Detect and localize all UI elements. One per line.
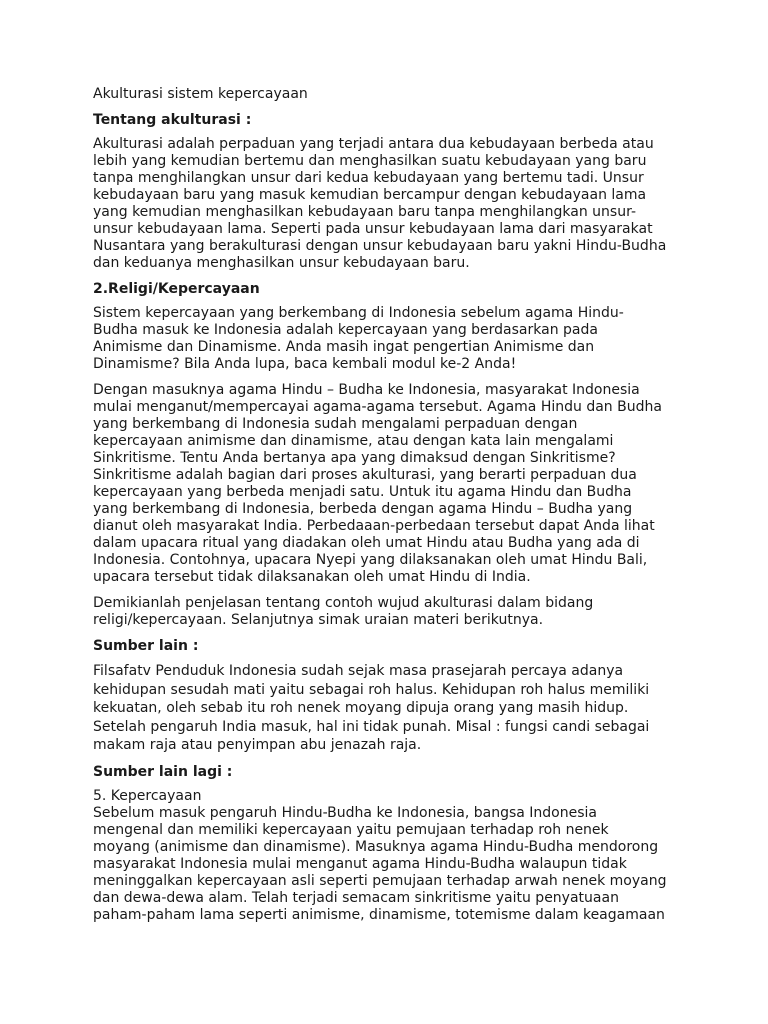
heading-tentang-akulturasi: Tentang akulturasi : — [93, 112, 252, 128]
document-title: Akulturasi sistem kepercayaan — [93, 86, 308, 102]
paragraph-akulturasi: Akulturasi adalah perpaduan yang terjadi antara dua kebudayaan berbeda atau lebih yang kemudian bertemu dan menghasilkan suatu kebudayaan yang baru tanpa menghilangkan unsur dari kedua kebudayaan yang bertemu tadi. Unsur kebudayaan baru yang masuk kemudian bercampur dengan kebudayaan lama yang kemudian menghasilkan kebudayaan baru tanpa menghilangkan unsur- unsur kebudayaan lama. Seperti pada unsur kebudayaan lama dari masyarakat Nusantara yang berakulturasi dengan unsur kebudayaan baru yakni Hindu-Budha dan keduanya menghasilkan unsur kebudayaan baru. — [93, 136, 667, 271]
paragraph-masuknya-hindu-budha: Dengan masuknya agama Hindu – Budha ke Indonesia, masyarakat Indonesia mulai menganut/mempercayai agama-agama tersebut. Agama Hindu dan Budha yang berkembang di Indonesia sudah mengalami perpaduan dengan kepercayaan animisme dan dinamisme, atau dengan kata lain mengalami Sinkritisme. Tentu Anda bertanya apa yang dimaksud dengan Sinkritisme? Sinkritisme adalah bagian dari proses akulturasi, yang berarti perpaduan dua kepercayaan yang berbeda menjadi satu. Untuk itu agama Hindu dan Budha yang berkembang di Indonesia, berbeda dengan agama Hindu – Budha yang dianut oleh masyarakat India. Perbedaaan-perbedaan tersebut dapat Anda lihat dalam upacara ritual yang diadakan oleh umat Hindu atau Budha yang ada di Indonesia. Contohnya, upacara Nyepi yang dilaksanakan oleh umat Hindu Bali, upacara tersebut tidak dilaksanakan oleh umat Hindu di India. — [93, 382, 662, 585]
paragraph-kepercayaan: 5. Kepercayaan Sebelum masuk pengaruh Hindu-Budha ke Indonesia, bangsa Indonesia mengenal dan memiliki kepercayaan yaitu pemujaan terhadap roh nenek moyang (animisme dan dinamisme). Masuknya agama Hindu-Budha mendorong masyarakat Indonesia mulai menganut agama Hindu-Budha walaupun tidak meninggalkan kepercayaan asli seperti pemujaan terhadap arwah nenek moyang dan dewa-dewa alam. Telah terjadi semacam sinkritisme yaitu penyatuaan paham-paham lama seperti animisme, dinamisme, totemisme dalam keagamaan — [93, 787, 667, 923]
heading-sumber-lain: Sumber lain : — [93, 638, 199, 654]
heading-religi-kepercayaan: 2.Religi/Kepercayaan — [93, 281, 260, 297]
paragraph-sistem-kepercayaan: Sistem kepercayaan yang berkembang di Indonesia sebelum agama Hindu- Budha masuk ke Indonesia adalah kepercayaan yang berdasarkan pada Animisme dan Dinamisme. Anda masih ingat pengertian Animisme dan Dinamisme? Bila Anda lupa, baca kembali modul ke-2 Anda! — [93, 305, 624, 372]
heading-sumber-lain-lagi: Sumber lain lagi : — [93, 763, 233, 780]
paragraph-filsafat: Filsafatv Penduduk Indonesia sudah sejak masa prasejarah percaya adanya kehidupan sesudah mati yaitu sebagai roh halus. Kehidupan roh halus memiliki kekuatan, oleh sebab itu roh nenek moyang dipuja orang yang masih hidup. Setelah pengaruh India masuk, hal ini tidak punah. Misal : fungsi candi sebagai makam raja atau penyimpan abu jenazah raja. — [93, 663, 650, 753]
document-page — [93, 86, 683, 933]
paragraph-demikianlah: Demikianlah penjelasan tentang contoh wujud akulturasi dalam bidang religi/kepercayaan. Selanjutnya simak uraian materi berikutnya. — [93, 595, 594, 628]
